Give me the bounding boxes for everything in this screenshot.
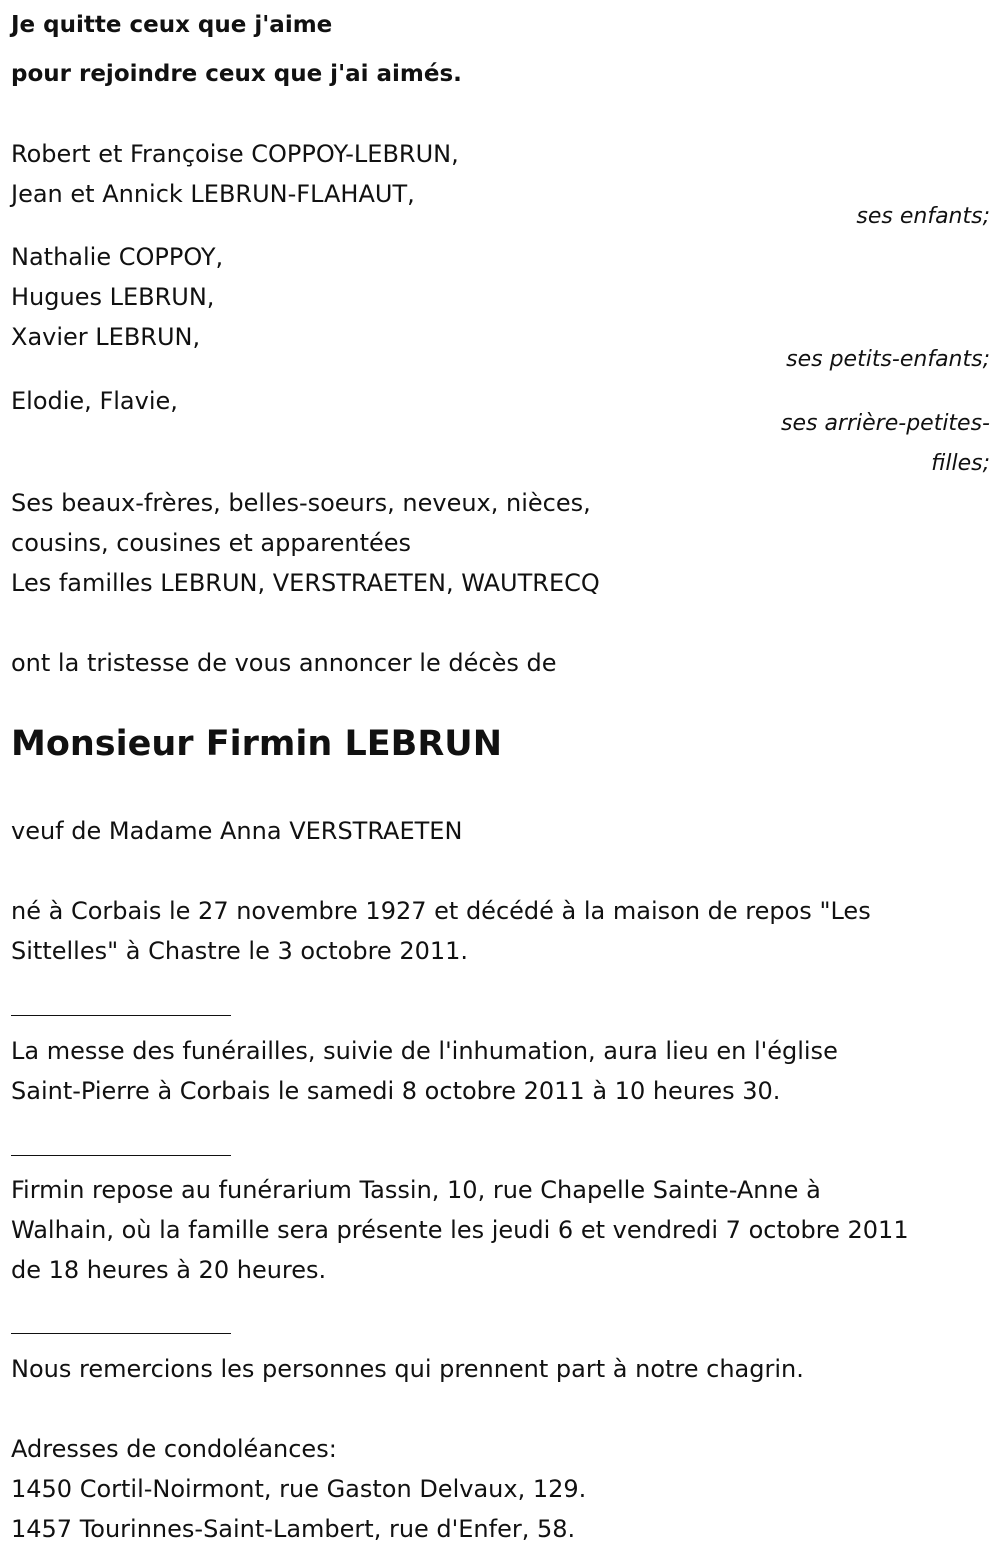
separator-2 [11, 1155, 231, 1156]
thanks-text: Nous remercions les personnes qui prennent part à notre chagrin. [11, 1355, 804, 1383]
widower-text: veuf de Madame Anna VERSTRAETEN [11, 817, 463, 845]
children-name-2: Jean et Annick LEBRUN-FLAHAUT, [11, 180, 415, 208]
children-relation: ses enfants; [856, 204, 990, 229]
great-grandchildren-names: Elodie, Flavie, [11, 387, 178, 415]
separator-1 [11, 1015, 231, 1016]
extended-family-line-1: Ses beaux-frères, belles-soeurs, neveux, nièces, [11, 489, 591, 517]
funeral-line-2: Saint-Pierre à Corbais le samedi 8 octobre 2011 à 10 heures 30. [11, 1077, 781, 1105]
birth-death-line-2: Sittelles" à Chastre le 3 octobre 2011. [11, 937, 469, 965]
separator-3 [11, 1333, 231, 1334]
birth-death-line-1: né à Corbais le 27 novembre 1927 et décédé à la maison de repos "Les [11, 897, 871, 925]
great-grandchildren-relation-line-1: ses arrière-petites- [781, 411, 990, 436]
extended-family-line-3: Les familles LEBRUN, VERSTRAETEN, WAUTRECQ [11, 569, 600, 597]
epigraph-line-1: Je quitte ceux que j'aime [11, 12, 333, 38]
grandchildren-relation: ses petits-enfants; [786, 347, 990, 372]
announcement-text: ont la tristesse de vous annoncer le décès de [11, 649, 557, 677]
great-grandchildren-relation-line-2: filles; [931, 451, 990, 476]
visitation-line-3: de 18 heures à 20 heures. [11, 1256, 327, 1284]
visitation-line-2: Walhain, où la famille sera présente les jeudi 6 et vendredi 7 octobre 2011 [11, 1216, 909, 1244]
grandchildren-name-2: Hugues LEBRUN, [11, 283, 215, 311]
condolences-address-2: 1457 Tourinnes-Saint-Lambert, rue d'Enfer, 58. [11, 1515, 576, 1543]
children-name-1: Robert et Françoise COPPOY-LEBRUN, [11, 140, 459, 168]
grandchildren-name-3: Xavier LEBRUN, [11, 323, 201, 351]
grandchildren-name-1: Nathalie COPPOY, [11, 243, 224, 271]
condolences-heading: Adresses de condoléances: [11, 1435, 337, 1463]
funeral-line-1: La messe des funérailles, suivie de l'inhumation, aura lieu en l'église [11, 1037, 838, 1065]
condolences-address-1: 1450 Cortil-Noirmont, rue Gaston Delvaux, 129. [11, 1475, 587, 1503]
visitation-line-1: Firmin repose au funérarium Tassin, 10, rue Chapelle Sainte-Anne à [11, 1176, 821, 1204]
deceased-name: Monsieur Firmin LEBRUN [11, 724, 503, 764]
extended-family-line-2: cousins, cousines et apparentées [11, 529, 412, 557]
epigraph-line-2: pour rejoindre ceux que j'ai aimés. [11, 61, 462, 87]
